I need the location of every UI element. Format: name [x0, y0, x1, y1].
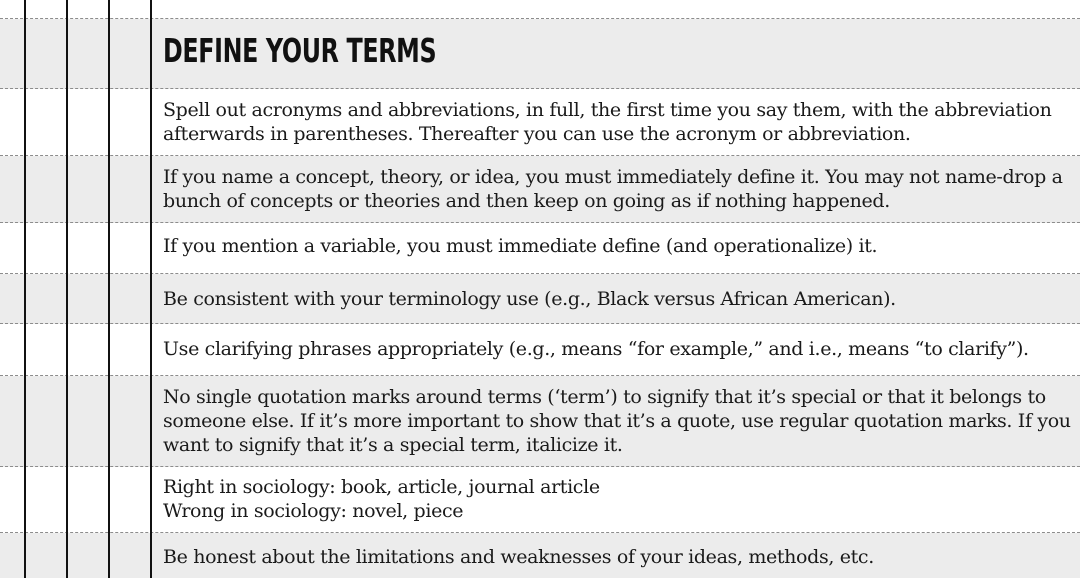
- checklist-item-text: If you name a concept, theory, or idea, you must immediately define it. You may not name-drop a bunch of concepts or theories and then keep on going as if nothing happened.: [163, 166, 1063, 212]
- checklist-row: [0, 274, 1080, 324]
- checklist-item-text: Be honest about the limitations and weaknesses of your ideas, methods, etc.: [163, 546, 874, 568]
- checklist-row: [0, 89, 1080, 156]
- section-heading: DEFINE YOUR TERMS: [163, 31, 437, 70]
- checklist-row: [0, 467, 1080, 533]
- checklist-item-text: Use clarifying phrases appropriately (e.g., means “for example,” and i.e., means “to clarify”).: [163, 338, 1029, 360]
- checklist-row: [0, 223, 1080, 274]
- column-divider: [66, 0, 68, 578]
- column-divider: [108, 0, 110, 578]
- checklist-item-text: Be consistent with your terminology use (e.g., Black versus African American).: [163, 288, 896, 310]
- column-divider: [24, 0, 26, 578]
- checklist-item-text: If you mention a variable, you must immediate define (and operationalize) it.: [163, 235, 878, 257]
- checklist-row: [0, 376, 1080, 467]
- checklist-row: [0, 324, 1080, 376]
- section-heading-row: [0, 19, 1080, 89]
- column-divider: [150, 0, 152, 578]
- checklist-row: [0, 533, 1080, 578]
- page-right-margin: [1080, 0, 1086, 578]
- previous-row-partial: [0, 0, 1080, 19]
- checklist-item-text: Right in sociology: book, article, journal article Wrong in sociology: novel, piece: [163, 476, 600, 522]
- checklist-item-text: Spell out acronyms and abbreviations, in full, the first time you say them, with the abbreviation afterwards in parentheses. Thereafter you can use the acronym or abbreviation.: [163, 99, 1052, 145]
- checklist-item-text: No single quotation marks around terms (‘term’) to signify that it’s special or that it belongs to someone else. If it’s more important to show that it’s a quote, use regular quotation marks. If you want to signify that it’s a special term, italicize it.: [163, 386, 1071, 456]
- checklist-row: [0, 156, 1080, 223]
